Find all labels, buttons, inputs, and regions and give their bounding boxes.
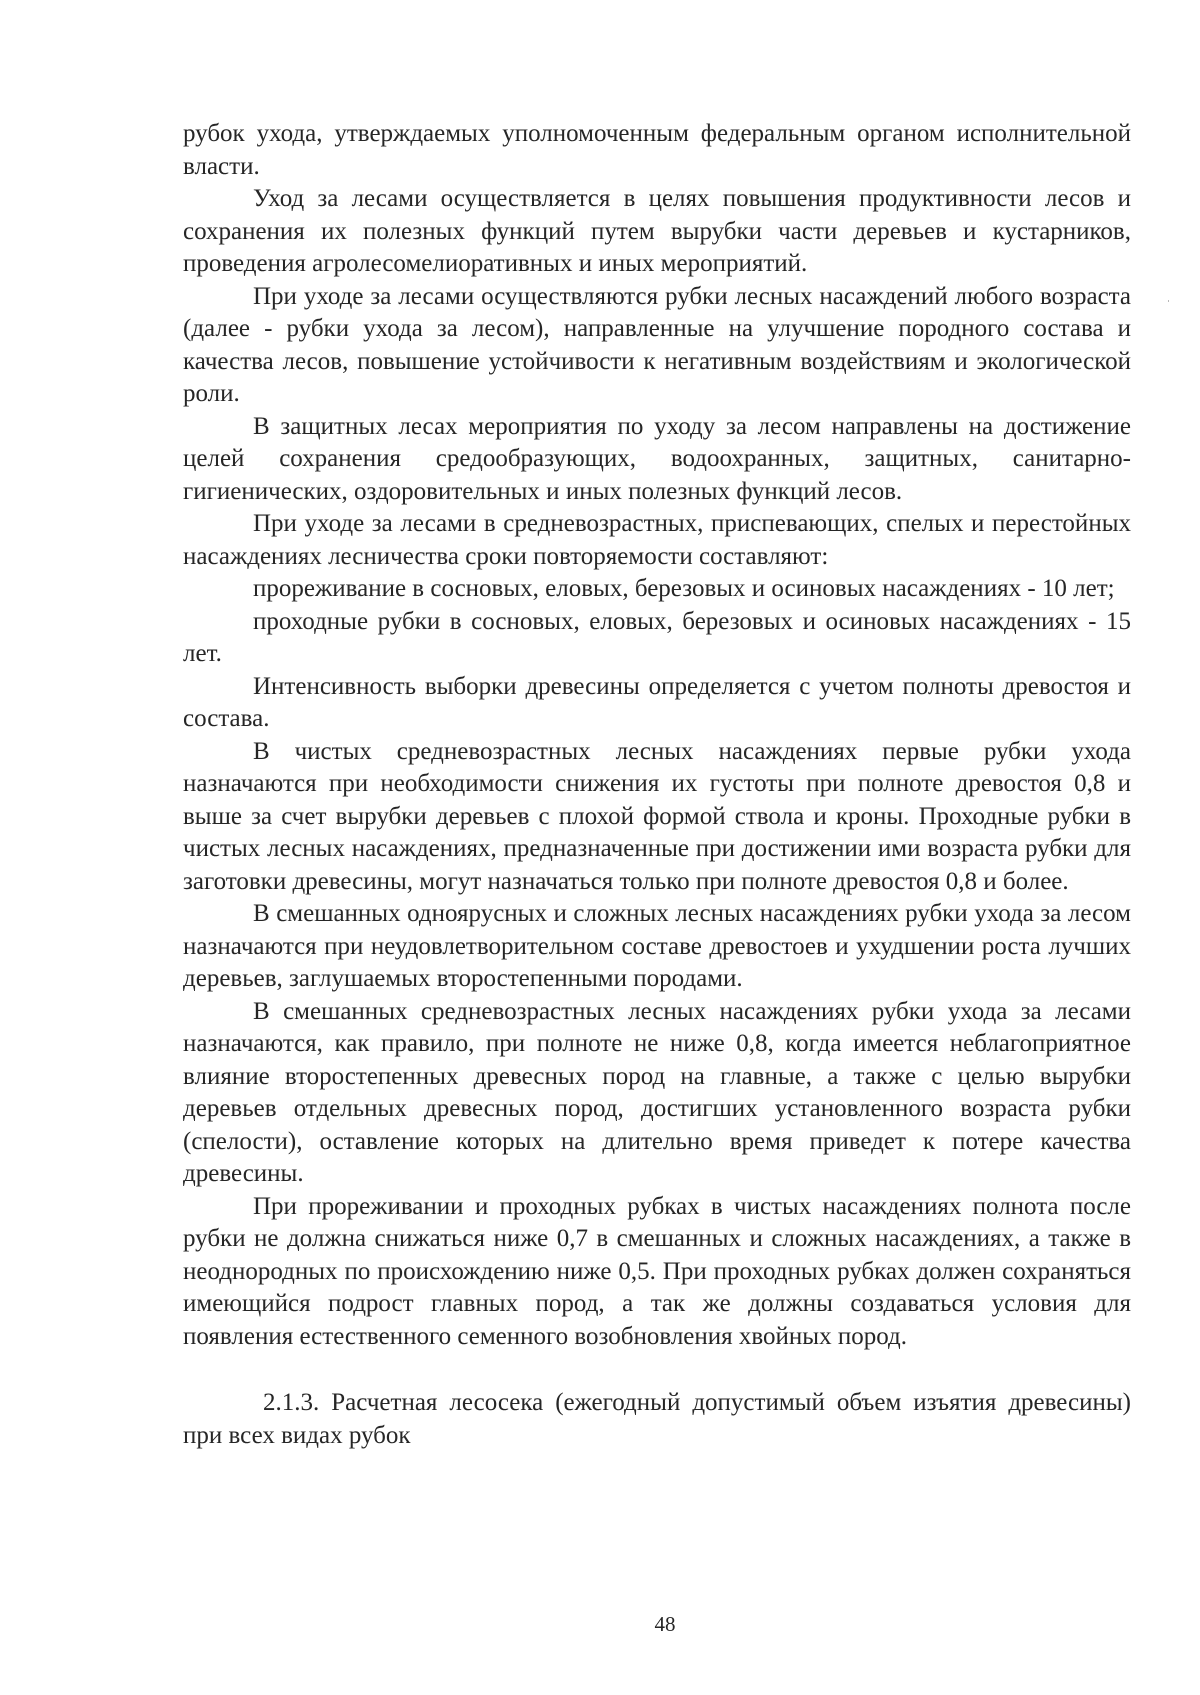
section-heading: 2.1.3. Расчетная лесосека (ежегодный допустимый объем изъятия древесины) при всех видах рубок (183, 1389, 1131, 1449)
paragraph: В чистых средневозрастных лесных насаждениях первые рубки ухода назначаются при необходимости снижения их густоты при полноте древостоя 0,8 и выше за счет вырубки деревьев с плохой формой ствола и кроны. Проходные рубки в чистых лесных насаждениях, предназначенные при достижении ими возраста рубки для заготовки древесины, могут назначаться только при полноте древостоя 0,8 и более. (183, 737, 1131, 895)
paragraph: В смешанных средневозрастных лесных насаждениях рубки ухода за лесами назначаются, как правило, при полноте не ниже 0,8, когда имеется неблагоприятное влияние второстепенных древесных пород на главные, а также с целью вырубки деревьев отдельных древесных пород, достигших установленного возраста рубки (спелости), оставление которых на длительно время приведет к потере качества древесины. (183, 997, 1131, 1187)
paragraph: Уход за лесами осуществляется в целях повышения продуктивности лесов и сохранения их полезных функций путем вырубки части деревьев и кустарников, проведения агролесомелиоративных и иных мероприятий. (183, 185, 1131, 277)
paragraph: проходные рубки в сосновых, еловых, березовых и осиновых насаждениях - 15 лет. (183, 607, 1131, 667)
paragraph: При прореживании и проходных рубках в чистых насаждениях полнота после рубки не должна снижаться ниже 0,7 в смешанных и сложных насаждениях, а также в неоднородных по происхождению ниже 0,5. При проходных рубках должен сохраняться имеющийся подрост главных пород, а так же должны создаваться условия для появления естественного семенного возобновления хвойных пород. (183, 1192, 1131, 1350)
paragraph: прореживание в сосновых, еловых, березовых и осиновых насаждениях - 10 лет; (253, 575, 1115, 602)
page-number: 48 (654, 1612, 676, 1636)
paragraph: В защитных лесах мероприятия по уходу за лесом направлены на достижение целей сохранения средообразующих, водоохранных, защитных, санитарно-гигиенических, оздоровительных и иных полезных функций лесов. (183, 412, 1131, 505)
paragraph: При уходе за лесами в средневозрастных, приспевающих, спелых и перестойных насаждениях лесничества сроки повторяемости составляют: (183, 510, 1131, 570)
scan-speck (1168, 300, 1169, 302)
paragraph: В смешанных одноярусных и сложных лесных насаждениях рубки ухода за лесом назначаются при неудовлетворительном составе древостоев и ухудшении роста лучших деревьев, заглушаемых второстепенными породами. (183, 900, 1131, 992)
paragraph: рубок ухода, утверждаемых уполномоченным федеральным органом исполнительной власти. (183, 120, 1131, 180)
paragraph: Интенсивность выборки древесины определяется с учетом полноты древостоя и состава. (183, 672, 1131, 732)
body-text (183, 118, 1131, 1452)
paragraph: При уходе за лесами осуществляются рубки лесных насаждений любого возраста (далее - рубки ухода за лесом), направленные на улучшение породного состава и качества лесов, повышение устойчивости к негативным воздействиям и экологической роли. (183, 282, 1131, 407)
